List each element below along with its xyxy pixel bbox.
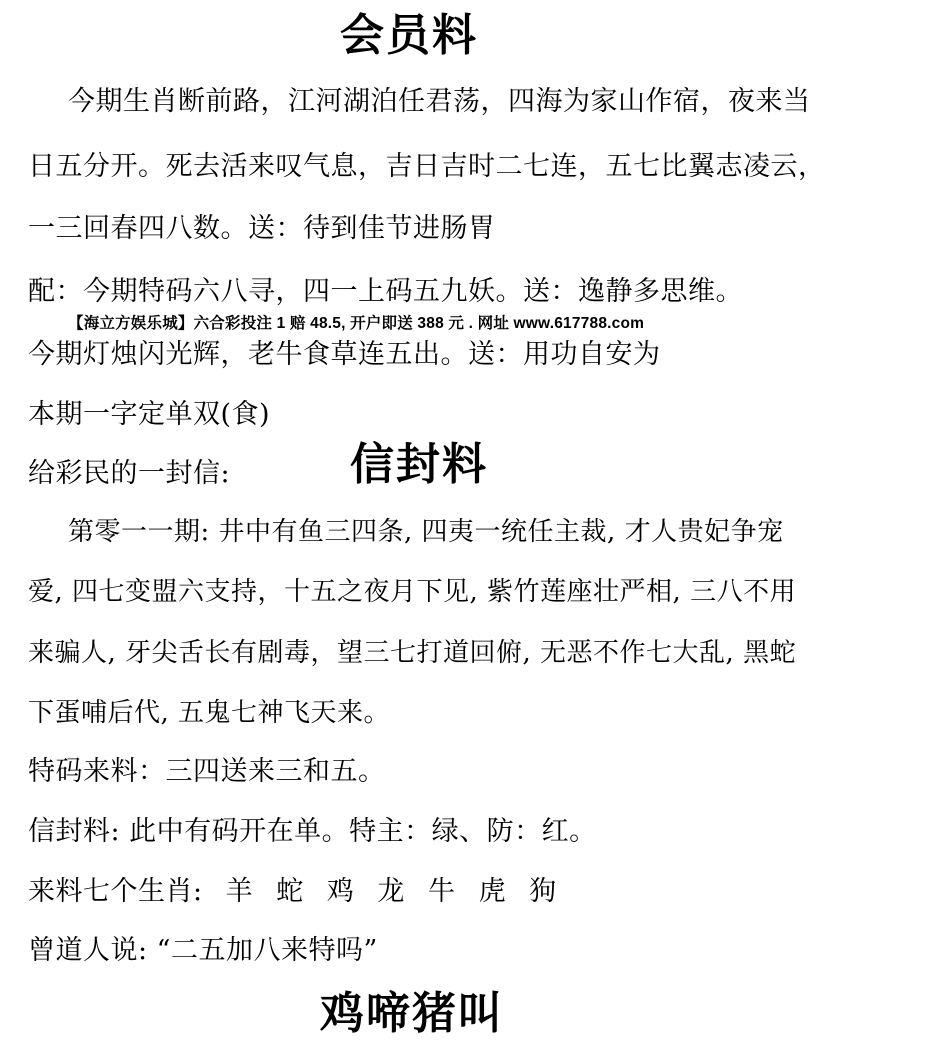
zeng-daoren-line: 曾道人说: “二五加八来特吗” (28, 935, 378, 966)
letter-line-2: 爱, 四七变盟六支持，十五之夜月下见, 紫竹莲座壮严相, 三八不用 (28, 577, 797, 607)
letter-line-1: 第零一一期: 井中有鱼三四条, 四夷一统任主裁, 才人贵妃争宠 (68, 517, 784, 547)
letter-line-4: 下蛋哺后代, 五鬼七神飞天来。 (28, 698, 391, 728)
member-line-6: 本期一字定单双(食) (28, 399, 271, 430)
title-rooster-pig: 鸡啼猪叫 (320, 988, 504, 1039)
member-line-1: 今期生肖断前路，江河湖泊任君荡，四海为家山作宿，夜来当 (68, 86, 811, 117)
ad-banner: 【海立方娱乐城】六合彩投注 1 赔 48.5, 开户即送 388 元 . 网址 www.617788.com (68, 315, 645, 332)
member-line-3: 一三回春四八数。送：待到佳节进肠胃 (28, 213, 496, 244)
special-code-line: 特码来料：三四送来三和五。 (28, 756, 386, 787)
member-line-4: 配：今期特码六八寻，四一上码五九妖。送：逸静多思维。 (28, 276, 743, 307)
letter-prefix: 给彩民的一封信: (28, 458, 231, 489)
zodiac-line: 来料七个生肖: 羊 蛇 鸡 龙 牛 虎 狗 (28, 876, 557, 907)
letter-code-line: 信封料: 此中有码开在单。特主：绿、防：红。 (28, 816, 597, 847)
letter-line-3: 来骗人, 牙尖舌长有剧毒，望三七打道回俯, 无恶不作七大乱, 黑蛇 (28, 638, 797, 668)
title-member-material: 会员料 (340, 10, 478, 61)
member-line-5: 今期灯烛闪光辉，老牛食草连五出。送：用功自安为 (28, 339, 661, 370)
title-letter-material: 信封料 (350, 439, 488, 490)
member-line-2: 日五分开。死去活来叹气息，吉日吉时二七连，五七比翼志凌云， (28, 151, 826, 182)
